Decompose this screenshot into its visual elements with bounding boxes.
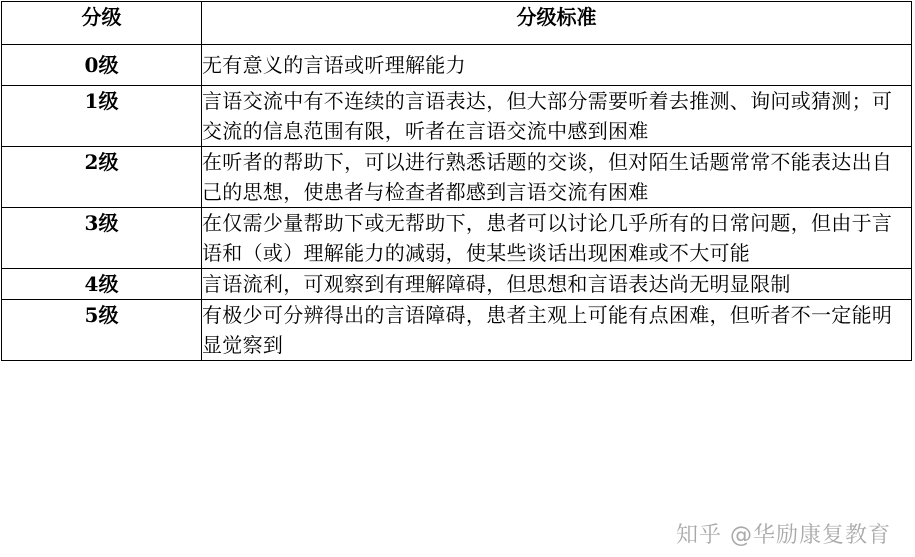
criteria-cell: 在仅需少量帮助下或无帮助下，患者可以讨论几乎所有的日常问题，但由于言语和（或）理解能力的减弱，使某些谈话出现困难或不大可能 bbox=[202, 208, 912, 269]
criteria-cell: 言语流利，可观察到有理解障碍，但思想和言语表达尚无明显限制 bbox=[202, 269, 912, 300]
criteria-cell: 有极少可分辨得出的言语障碍，患者主观上可能有点困难，但听者不一定能明显觉察到 bbox=[202, 300, 912, 361]
watermark: 知乎 @华励康复教育 bbox=[676, 523, 891, 548]
level-cell: 2级 bbox=[2, 147, 202, 208]
table-row bbox=[2, 269, 912, 300]
criteria-cell: 在听者的帮助下，可以进行熟悉话题的交谈，但对陌生话题常常不能表达出自己的思想，使患者与检查者都感到言语交流有困难 bbox=[202, 147, 912, 208]
criteria-cell: 言语交流中有不连续的言语表达，但大部分需要听着去推测、询问或猜测；可交流的信息范围有限，听者在言语交流中感到困难 bbox=[202, 86, 912, 147]
table-row bbox=[2, 147, 912, 208]
criteria-cell: 无有意义的言语或听理解能力 bbox=[202, 45, 912, 86]
grading-table bbox=[1, 1, 912, 361]
level-cell: 0级 bbox=[2, 45, 202, 86]
level-cell: 3级 bbox=[2, 208, 202, 269]
table-header-row bbox=[2, 2, 912, 45]
level-cell: 1级 bbox=[2, 86, 202, 147]
level-cell: 4级 bbox=[2, 269, 202, 300]
table-row bbox=[2, 86, 912, 147]
level-cell: 5级 bbox=[2, 300, 202, 361]
table-row bbox=[2, 300, 912, 361]
header-level: 分级 bbox=[2, 2, 202, 45]
table-row bbox=[2, 208, 912, 269]
table-row bbox=[2, 45, 912, 86]
header-criteria: 分级标准 bbox=[202, 2, 912, 45]
